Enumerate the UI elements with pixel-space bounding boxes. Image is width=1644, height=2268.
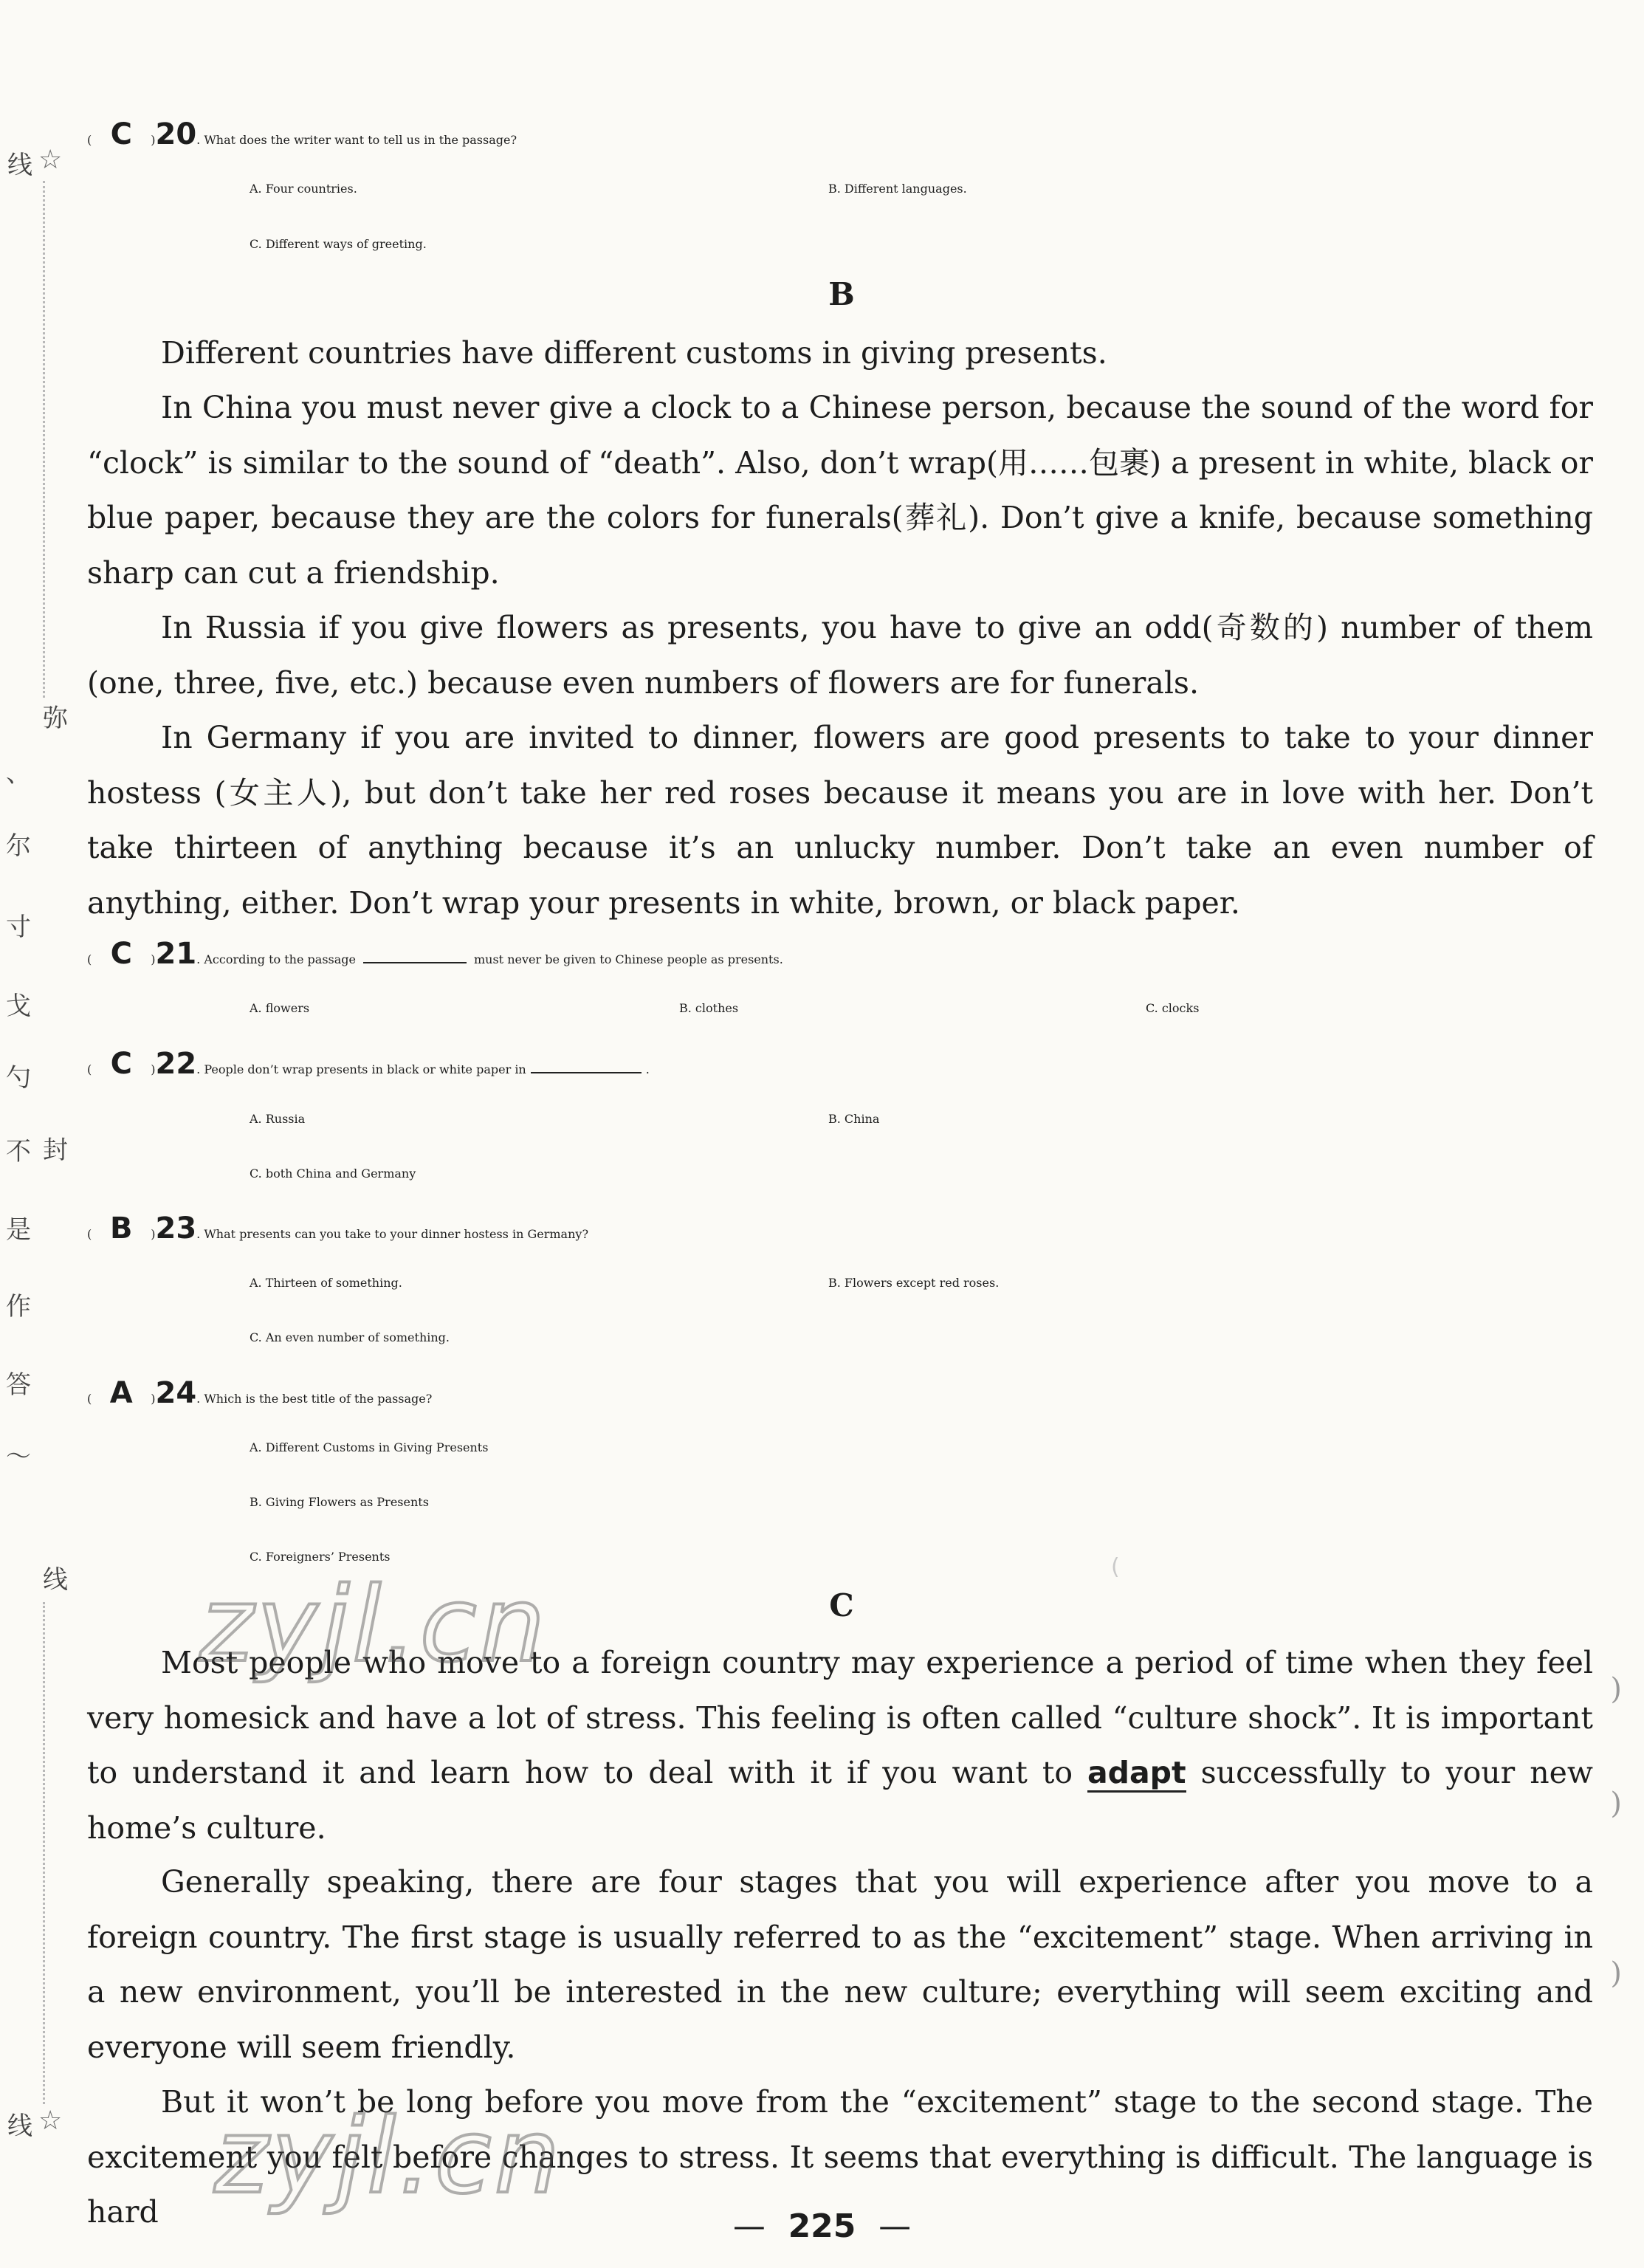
option-c: C. clocks (1146, 1001, 1200, 1015)
question-20: ( C )20. What does the writer want to tell us in the passage? (87, 115, 517, 159)
question-text: . Which is the best title of the passage? (196, 1392, 433, 1406)
option-a: A. Four countries. (250, 182, 357, 196)
page-number (0, 2207, 1644, 2245)
option-c: C. An even number of something. (250, 1330, 450, 1344)
option-a: A. Thirteen of something. (250, 1276, 402, 1290)
watermark: zyjl.cn (214, 2097, 563, 2217)
paragraph: Generally speaking, there are four stages that you will experience after you move to a foreign country. The first stage is usually referred to as the “excitement” stage. When arriving in a new environment, you’ll be interested in the new culture; everything will seem exciting and everyone will seem friendly. (87, 1864, 1593, 2065)
question-text: . According to the passage (196, 952, 356, 966)
paragraph-text: Most people who move to a foreign country may experience a period of time when they feel very homesick and have a lot of stress. This feeling is often called “culture shock”. It is important to understand it and learn how to deal with it if you want to (87, 1645, 1593, 1790)
section-heading: C (829, 1587, 854, 1623)
option-a: A. Russia (250, 1112, 306, 1126)
option-a: A. flowers (250, 1001, 310, 1015)
option-a: A. Different Customs in Giving Presents (250, 1440, 489, 1454)
margin-char: 勺 (6, 1063, 31, 1093)
margin-char: 线 (43, 1565, 68, 1595)
answer: C (110, 937, 132, 971)
watermark: zyjl.cn (199, 1565, 548, 1685)
margin-char: 弥 (43, 704, 68, 733)
margin-char: 封 (43, 1135, 68, 1165)
option-c: C. Foreigners’ Presents (250, 1550, 391, 1564)
bleed-through-mark: ( (1111, 1554, 1120, 1580)
margin-char: 线 (7, 2111, 32, 2141)
margin-bracket: ) (1610, 1672, 1622, 1706)
binding-margin (0, 0, 66, 2268)
paragraph: But it won’t be long before you move from the “excitement” stage to the second stage. The excitement you felt before changes to stress. It seems that everything is difficult. The language is hard (87, 2084, 1593, 2230)
section-heading: B (828, 276, 855, 312)
margin-char: 戈 (6, 992, 31, 1021)
question-text: . What does the writer want to tell us in the passage? (196, 133, 517, 147)
keyword-adapt: adapt (1087, 1755, 1186, 1793)
answer: C (110, 1047, 132, 1081)
option-c: C. Different ways of greeting. (250, 237, 427, 251)
margin-char: 、 (6, 759, 31, 788)
question-22: ( C )22. People don’t wrap presents in black or white paper in . (87, 1045, 650, 1089)
answer: A (109, 1376, 133, 1410)
star-icon: ☆ (38, 2106, 63, 2136)
paragraph: In Germany if you are invited to dinner, flowers are good presents to take to your dinner hostess (女主人), but don’t take her red roses because it means you are in love with her. Don’t take thirteen of anything because it’s an unlucky number. Don’t take an even number of anything, either. Don’t wrap your presents in white, brown, or black paper. (87, 720, 1593, 921)
question-number: 21 (155, 937, 197, 971)
dash: — (732, 2207, 766, 2245)
option-b: B. Flowers except red roses. (828, 1276, 1000, 1290)
option-b: B. Different languages. (828, 182, 967, 196)
option-c: C. both China and Germany (250, 1166, 416, 1181)
paragraph: Different countries have different customs in giving presents. (161, 335, 1107, 371)
margin-char: 是 (6, 1215, 31, 1245)
question-text: . What presents can you take to your dinner hostess in Germany? (196, 1227, 589, 1241)
answer: C (110, 117, 132, 151)
cut-line (43, 181, 47, 698)
question-text: must never be given to Chinese people as presents. (473, 952, 783, 966)
margin-char: 线 (7, 151, 32, 180)
cut-line (43, 1602, 47, 2104)
margin-char: 作 (6, 1292, 31, 1322)
question-number: 22 (155, 1047, 197, 1081)
margin-char: 不 (6, 1137, 31, 1166)
page-number-value: 225 (788, 2207, 856, 2245)
answer-blank[interactable] (363, 937, 467, 963)
question-number: 23 (155, 1212, 197, 1245)
question-text: . (645, 1062, 650, 1076)
answer: B (110, 1212, 133, 1245)
option-b: B. China (828, 1112, 880, 1126)
star-icon: ☆ (38, 145, 63, 175)
margin-char: 尔 (6, 831, 31, 861)
question-24: ( A )24. Which is the best title of the passage? (87, 1374, 432, 1418)
option-b: B. Giving Flowers as Presents (250, 1495, 429, 1509)
margin-char: ～ (6, 1442, 31, 1471)
question-21: ( C )21. According to the passage must never be given to Chinese people as presents. (87, 935, 783, 979)
option-b: B. clothes (679, 1001, 739, 1015)
margin-char: 寸 (6, 913, 31, 942)
margin-char: 答 (6, 1370, 31, 1400)
question-text: . People don’t wrap presents in black or white paper in (196, 1062, 526, 1076)
paragraph: In China you must never give a clock to a Chinese person, because the sound of the word for “clock” is similar to the sound of “death”. Also, don’t wrap(用……包裹) a present in white, black or blue paper, because they are the colors for funerals(葬礼). Don’t give a knife, because something sharp can cut a friendship. (87, 390, 1593, 591)
paragraph-text: successfully to your new home’s culture. (87, 1755, 1593, 1846)
margin-bracket: ) (1610, 1956, 1622, 1990)
question-number: 20 (155, 117, 197, 151)
question-number: 24 (155, 1376, 197, 1410)
margin-bracket: ) (1610, 1787, 1622, 1821)
dash: — (878, 2207, 912, 2245)
paragraph: In Russia if you give flowers as presents, you have to give an odd(奇数的) number of them (one, three, five, etc.) because even numbers of flowers are for funerals. (87, 610, 1593, 701)
answer-blank[interactable] (531, 1047, 642, 1073)
question-23: ( B )23. What presents can you take to your dinner hostess in Germany? (87, 1209, 588, 1254)
